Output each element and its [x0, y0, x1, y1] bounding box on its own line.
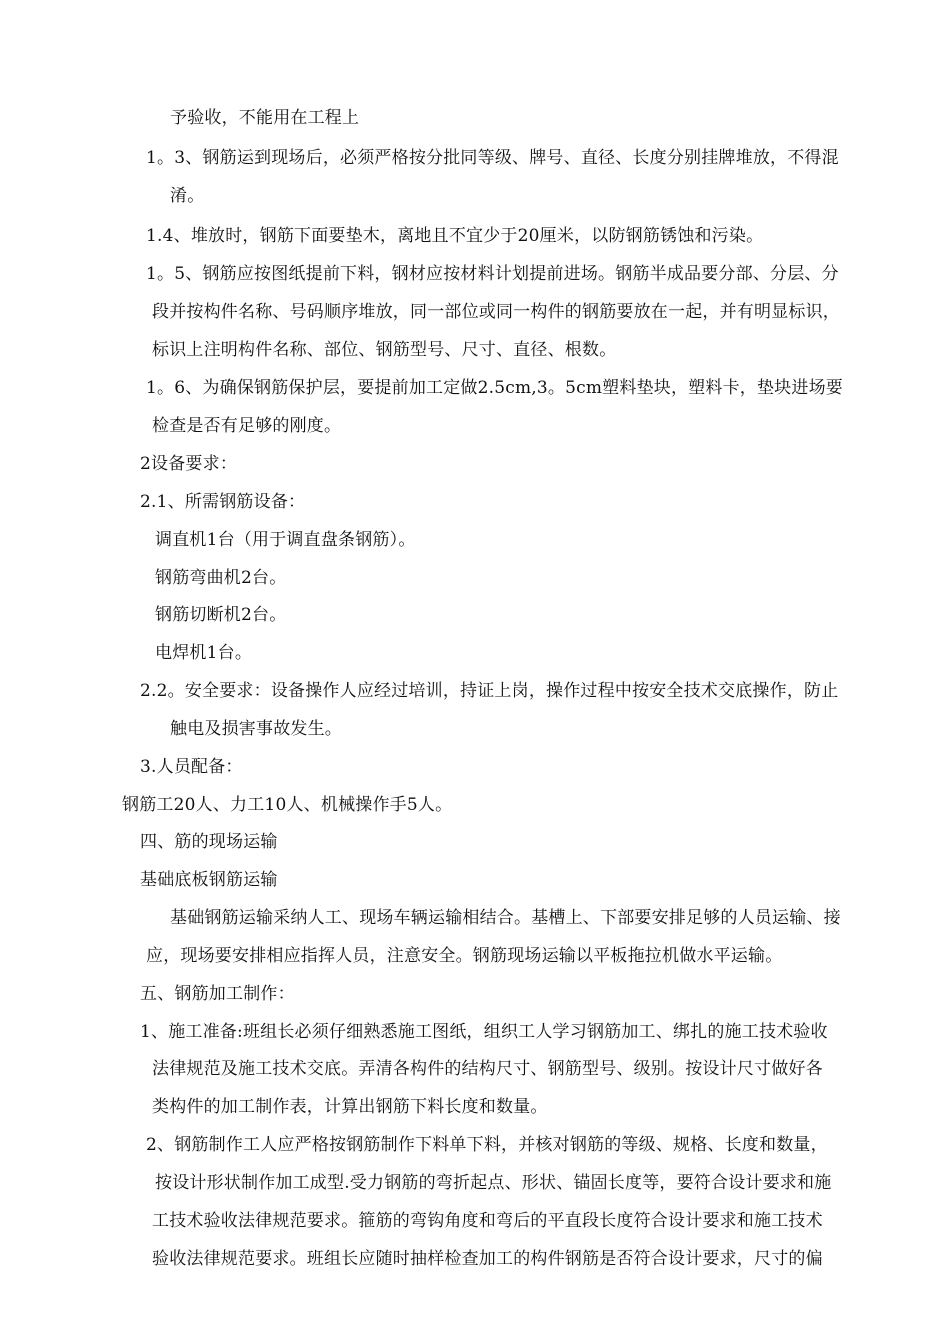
text-line: 段并按构件名称、号码顺序堆放，同一部位或同一构件的钢筋要放在一起，并有明显标识， — [152, 302, 840, 322]
text-line: 检查是否有足够的刚度。 — [152, 416, 342, 436]
text-line: 法律规范及施工技术交底。弄清各构件的结构尺寸、钢筋型号、级别。按设计尺寸做好各 — [152, 1059, 823, 1079]
text-line: 基础钢筋运输采纳人工、现场车辆运输相结合。基槽上、下部要安排足够的人员运输、接 — [170, 908, 841, 928]
text-line: 工技术验收法律规范要求。箍筋的弯钩角度和弯后的平直段长度符合设计要求和施工技术 — [152, 1211, 823, 1231]
text-line: 1。5、钢筋应按图纸提前下料，钢材应按材料计划提前进场。钢筋半成品要分部、分层、分 — [146, 264, 839, 284]
text-line: 基础底板钢筋运输 — [140, 870, 278, 890]
text-line: 按设计形状制作加工成型.受力钢筋的弯折起点、形状、锚固长度等，要符合设计要求和施 — [155, 1173, 832, 1193]
text-line: 四、筋的现场运输 — [140, 832, 278, 852]
text-line: 电焊机1台。 — [155, 643, 253, 663]
text-line: 调直机1台（用于调直盘条钢筋）。 — [155, 530, 416, 550]
text-line: 淆。 — [170, 186, 205, 206]
text-line: 2.1、所需钢筋设备： — [140, 492, 306, 512]
text-line: 触电及损害事故发生。 — [170, 719, 342, 739]
text-line: 1、施工准备:班组长必须仔细熟悉施工图纸，组织工人学习钢筋加工、绑扎的施工技术验收 — [140, 1022, 828, 1042]
text-line: 五、钢筋加工制作： — [140, 984, 295, 1004]
text-line: 予验收，不能用在工程上 — [170, 108, 360, 128]
text-line: 钢筋工20人、力工10人、机械操作手5人。 — [122, 795, 453, 815]
text-line: 1。3、钢筋运到现场后，必须严格按分批同等级、牌号、直径、长度分别挂牌堆放，不得混 — [146, 148, 839, 168]
text-line: 钢筋弯曲机2台。 — [155, 568, 287, 588]
text-line: 钢筋切断机2台。 — [155, 605, 287, 625]
text-line: 类构件的加工制作表，计算出钢筋下料长度和数量。 — [152, 1097, 548, 1117]
text-line: 验收法律规范要求。班组长应随时抽样检查加工的构件钢筋是否符合设计要求，尺寸的偏 — [152, 1249, 823, 1269]
text-line: 2、钢筋制作工人应严格按钢筋制作下料单下料，并核对钢筋的等级、规格、长度和数量， — [146, 1135, 828, 1155]
text-line: 2.2。安全要求：设备操作人应经过培训，持证上岗，操作过程中按安全技术交底操作，防止 — [140, 681, 839, 701]
text-line: 2设备要求： — [140, 454, 238, 474]
text-line: 应，现场要安排相应指挥人员，注意安全。钢筋现场运输以平板拖拉机做水平运输。 — [146, 946, 783, 966]
text-line: 3.人员配备： — [140, 757, 243, 777]
text-line: 1。6、为确保钢筋保护层，要提前加工定做2.5cm,3。5cm塑料垫块，塑料卡，垫块进场要 — [146, 378, 843, 398]
text-line: 标识上注明构件名称、部位、钢筋型号、尺寸、直径、根数。 — [152, 340, 617, 360]
text-line: 1.4、堆放时，钢筋下面要垫木，离地且不宜少于20厘米，以防钢筋锈蚀和污染。 — [146, 226, 764, 246]
